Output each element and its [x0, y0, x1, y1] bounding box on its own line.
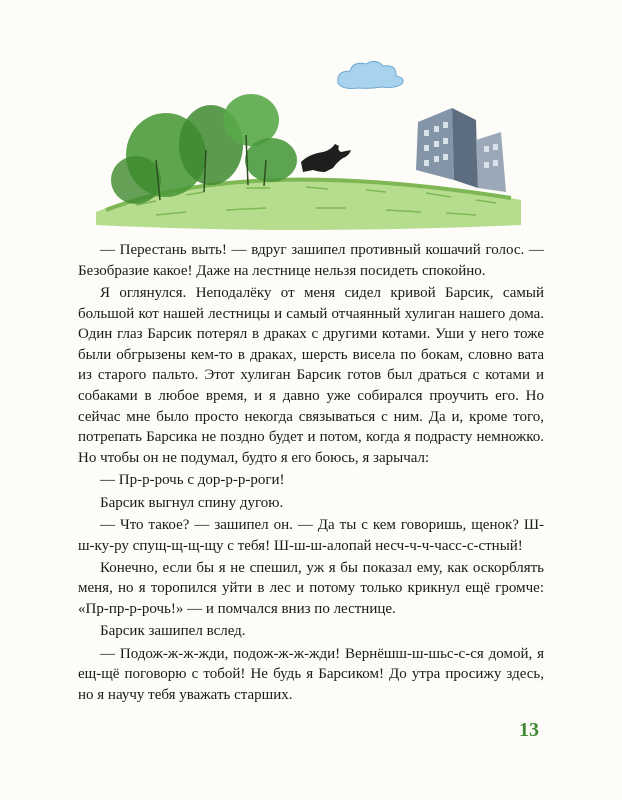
- story-text: [78, 240, 544, 707]
- buildings: [416, 108, 506, 192]
- cloud: [338, 61, 403, 88]
- book-illustration: [96, 50, 526, 230]
- paragraph: Барсик зашипел вслед.: [100, 623, 246, 640]
- running-dog: [301, 144, 351, 172]
- paragraph: — Перестань выть! — вдруг зашипел противный кошачий голос. — Безобразие какое! Даже на лестнице нельзя посидеть спокойно.: [78, 242, 544, 279]
- illustration-drawing: [96, 50, 526, 230]
- paragraph: Конечно, если бы я не спешил, уж я бы показал ему, как оскорблять меня, но я торопился уйти в лес и потому только крикнул ещё громче: «Пр-пр-р-рочь!» — и помчался вниз по лестнице.: [78, 559, 544, 618]
- paragraph: — Подож-ж-ж-жди, подож-ж-ж-жди! Вернёшш-ш-шьс-с-ся домой, я ещ-щё поговорю с тобой! Не будь я Барсиком! До утра просижу здесь, но я научу тебя уважать старших.: [78, 645, 544, 704]
- paragraph: — Пр-р-рочь с дор-р-р-роги!: [100, 472, 285, 489]
- paragraph: — Что такое? — зашипел он. — Да ты с кем говоришь, щенок? Ш-ш-ку-ру спущ-щ-щ-щу с тебя! Ш-ш-ш-алопай несч-ч-ч-часс-с-стный!: [78, 516, 544, 554]
- paragraph: Барсик выгнул спину дугою.: [100, 494, 284, 511]
- paragraph: Я оглянулся. Неподалёку от меня сидел кривой Барсик, самый большой кот нашей лестницы и самый отчаянный хулиган нашего дома. Один глаз Барсик потерял в драках с другими котами. Уши у него тоже были обгрызены кем-то в драках, шерсть висела по бокам, словно вата из старого пальто. Этот хулиган Барсик готов был драться с котами и собаками в любое время, и я давно уже собирался проучить его. Но сейчас мне было просто некогда связываться с ним. Да и, кроме того, потрепать Барсика не поздно будет и потом, когда я подрасту немножко. Но чтобы он не подумал, будто я его боюсь, я зарычал:: [78, 284, 544, 466]
- page-number: 13: [519, 719, 539, 741]
